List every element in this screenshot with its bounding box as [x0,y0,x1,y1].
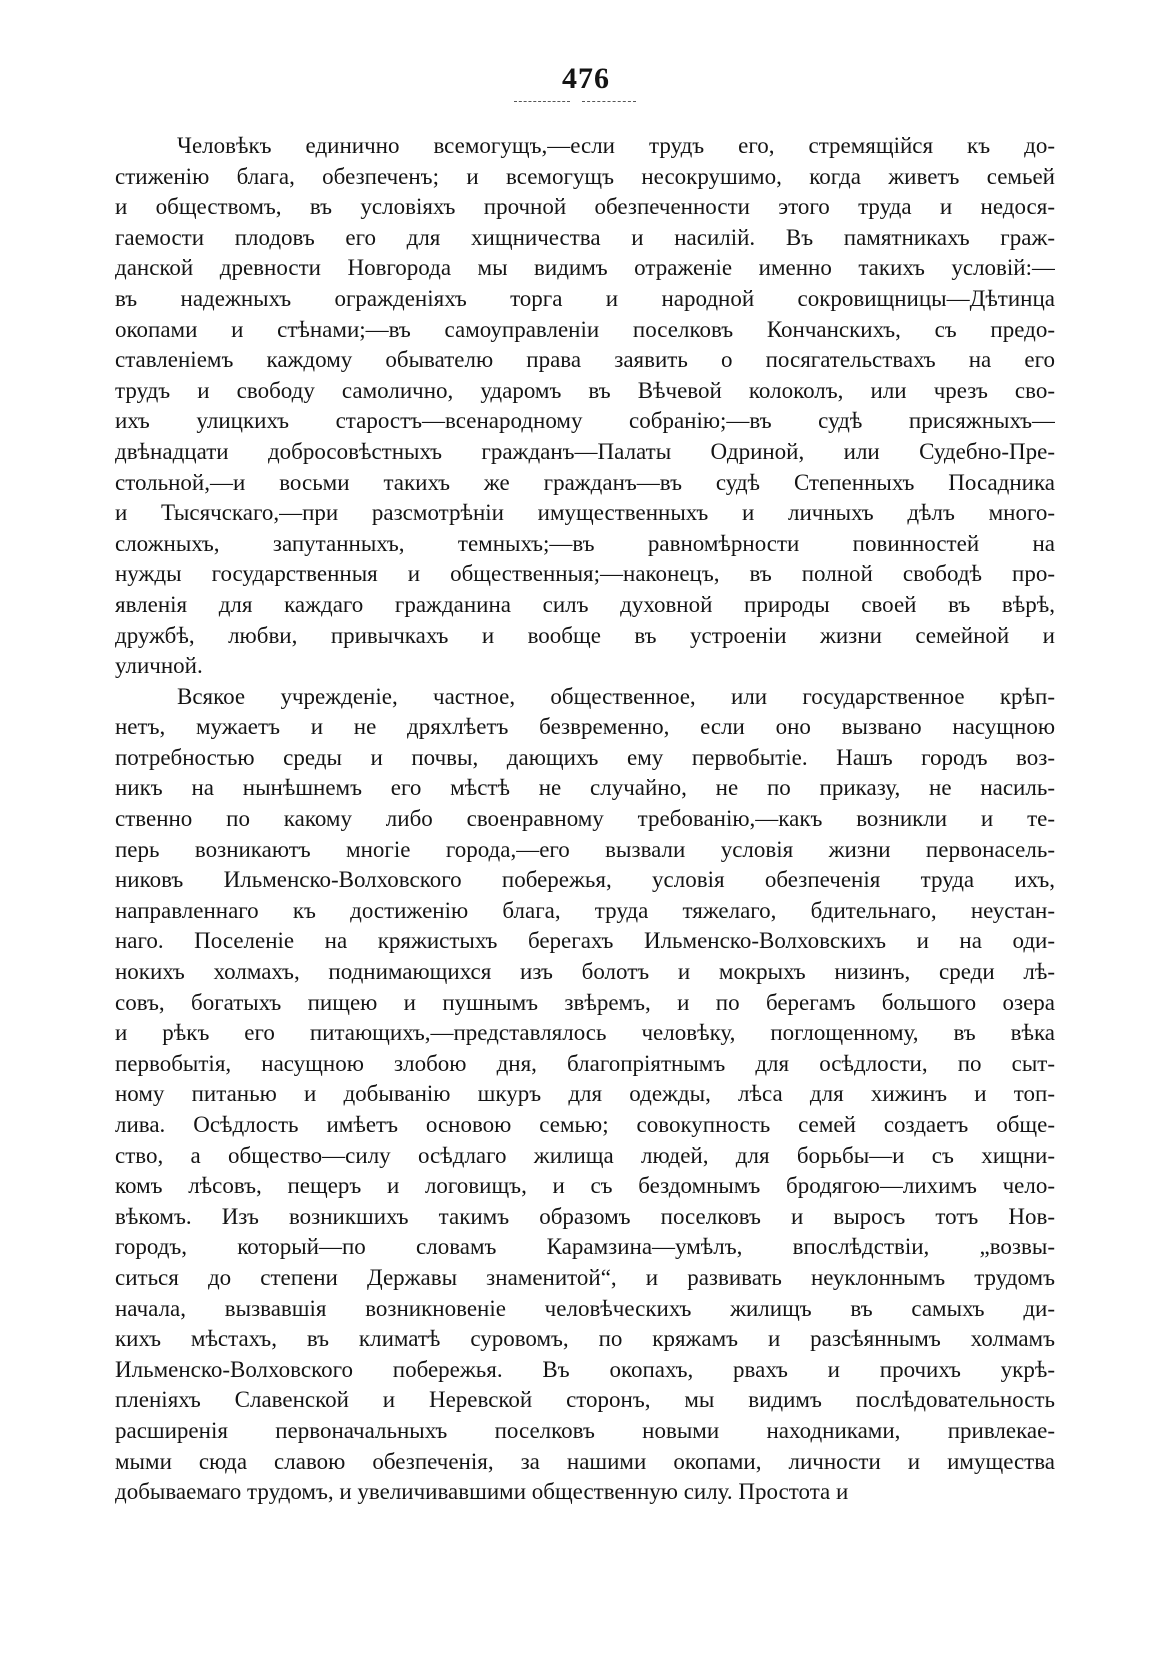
text-line: расширенія первоначальныхъ поселковъ новыми находниками, привлекае- [115,1417,1055,1443]
text-line: явленія для каждаго гражданина силъ духовной природы своей въ вѣрѣ, [115,591,1055,617]
text-line: ному питанью и добыванію шкуръ для одежды, лѣса для хижинъ и топ- [115,1081,1055,1107]
text-line: ихъ улицкихъ старостъ—всенародному собранію;—въ судѣ присяжныхъ— [115,408,1055,434]
text-line: Всякое учрежденіе, частное, общественное, или государственное крѣп- [177,683,1055,709]
text-line: дружбѣ, любви, привычкахъ и вообще въ устроеніи жизни семейной и [115,622,1055,648]
text-line: нетъ, мужаетъ и не дряхлѣетъ безвременно, если оно вызвано насущною [115,714,1055,740]
text-line: комъ лѣсовъ, пещеръ и логовищъ, и съ бездомнымъ бродягою—лихимъ чело- [115,1173,1055,1199]
text-line: нокихъ холмахъ, поднимающихся изъ болотъ и мокрыхъ низинъ, среди лѣ- [115,959,1055,985]
paragraph [115,131,1055,682]
text-line: въ надежныхъ огражденіяхъ торга и народной сокровищницы—Дѣтинца [115,285,1055,311]
text-line: кихъ мѣстахъ, въ климатѣ суровомъ, по кряжамъ и разсѣяннымъ холмамъ [115,1326,1055,1352]
text-line: первобытія, насущною злобою дня, благопріятнымъ для осѣдлости, по сыт- [115,1050,1055,1076]
text-line: данской древности Новгорода мы видимъ отраженіе именно такихъ условій:— [115,255,1055,281]
text-line: окопами и стѣнами;—въ самоуправленіи поселковъ Кончанскихъ, съ предо- [115,316,1055,342]
text-line: никъ на нынѣшнемъ его мѣстѣ не случайно, не по приказу, не насиль- [115,775,1055,801]
text-line: пленіяхъ Славенской и Неревской сторонъ, мы видимъ послѣдовательность [115,1387,1055,1413]
text-line: Ильменско-Волховского побережья. Въ окопахъ, рвахъ и прочихъ укрѣ- [115,1356,1055,1382]
header-rule-left [514,101,570,102]
text-line: мыми сюда славою обезпеченія, за нашими окопами, личности и имущества [115,1448,1055,1474]
text-line: уличной. [115,653,203,679]
text-line: никовъ Ильменско-Волховского побережья, условія обезпеченія труда ихъ, [115,867,1055,893]
text-line: ситься до степени Державы знаменитой“, и развивать неуклоннымъ трудомъ [115,1264,1055,1290]
text-line: ставленіемъ каждому обывателю права заявить о посягательствахъ на его [115,347,1055,373]
text-line: сложныхъ, запутанныхъ, темныхъ;—въ равномѣрности повинностей на [115,530,1055,556]
paragraph [115,682,1055,1508]
text-line: и обществомъ, въ условіяхъ прочной обезпеченности этого труда и недося- [115,194,1055,220]
text-line: Человѣкъ единично всемогущъ,—если трудъ его, стремящійся къ до- [177,133,1055,158]
text-line: стиженію блага, обезпеченъ; и всемогущъ несокрушимо, когда живетъ семьей [115,163,1055,189]
header-rule-right [582,101,636,102]
text-line: и Тысячскаго,—при разсмотрѣніи имущественныхъ и личныхъ дѣлъ много- [115,500,1055,526]
text-line: ственно по какому либо своенравному требованію,—какъ возникли и те- [115,806,1055,832]
text-line: добываемаго трудомъ, и увеличивавшими общественную силу. Простота и [115,1479,849,1505]
text-line: ство, а общество—силу осѣдлаго жилища людей, для борьбы—и съ хищни- [115,1142,1055,1168]
text-line: лива. Осѣдлость имѣетъ основою семью; совокупность семей создаетъ обще- [115,1112,1055,1137]
text-line: направленнаго къ достиженію блага, труда тяжелаго, бдительнаго, неустан- [115,897,1055,923]
text-line: и рѣкъ его питающихъ,—представлялось человѣку, поглощенному, въ вѣка [115,1020,1055,1046]
text-line: начала, вызвавшія возникновеніе человѣческихъ жилищъ въ самыхъ ди- [115,1295,1055,1321]
text-line: совъ, богатыхъ пищею и пушнымъ звѣремъ, и по берегамъ большого озера [115,989,1055,1015]
text-line: стольной,—и восьми такихъ же гражданъ—въ судѣ Степенныхъ Посадника [115,469,1055,495]
text-line: трудъ и свободу самолично, ударомъ въ Вѣчевой колоколъ, или чрезъ сво- [115,377,1055,403]
text-line: вѣкомъ. Изъ возникшихъ такимъ образомъ поселковъ и выросъ тотъ Нов- [115,1203,1055,1229]
text-line: гаемости плодовъ его для хищничества и насилій. Въ памятникахъ граж- [115,224,1055,250]
text-line: нужды государственныя и общественныя;—наконецъ, въ полной свободѣ про- [115,561,1055,587]
text-line: двѣнадцати добросовѣстныхъ гражданъ—Палаты Одриной, или Судебно-Пре- [115,438,1055,464]
page-number: 476 [562,62,610,95]
text-line: потребностью среды и почвы, дающихъ ему первобытіе. Нашъ городъ воз- [115,744,1055,770]
body-text [115,131,1055,1508]
text-line: городъ, который—по словамъ Карамзина—умѣлъ, впослѣдствіи, „возвы- [115,1234,1055,1260]
text-line: наго. Поселеніе на кряжистыхъ берегахъ Ильменско-Волховскихъ и на оди- [115,928,1055,954]
text-line: перь возникаютъ многіе города,—его вызвали условія жизни первонасель- [115,836,1055,862]
